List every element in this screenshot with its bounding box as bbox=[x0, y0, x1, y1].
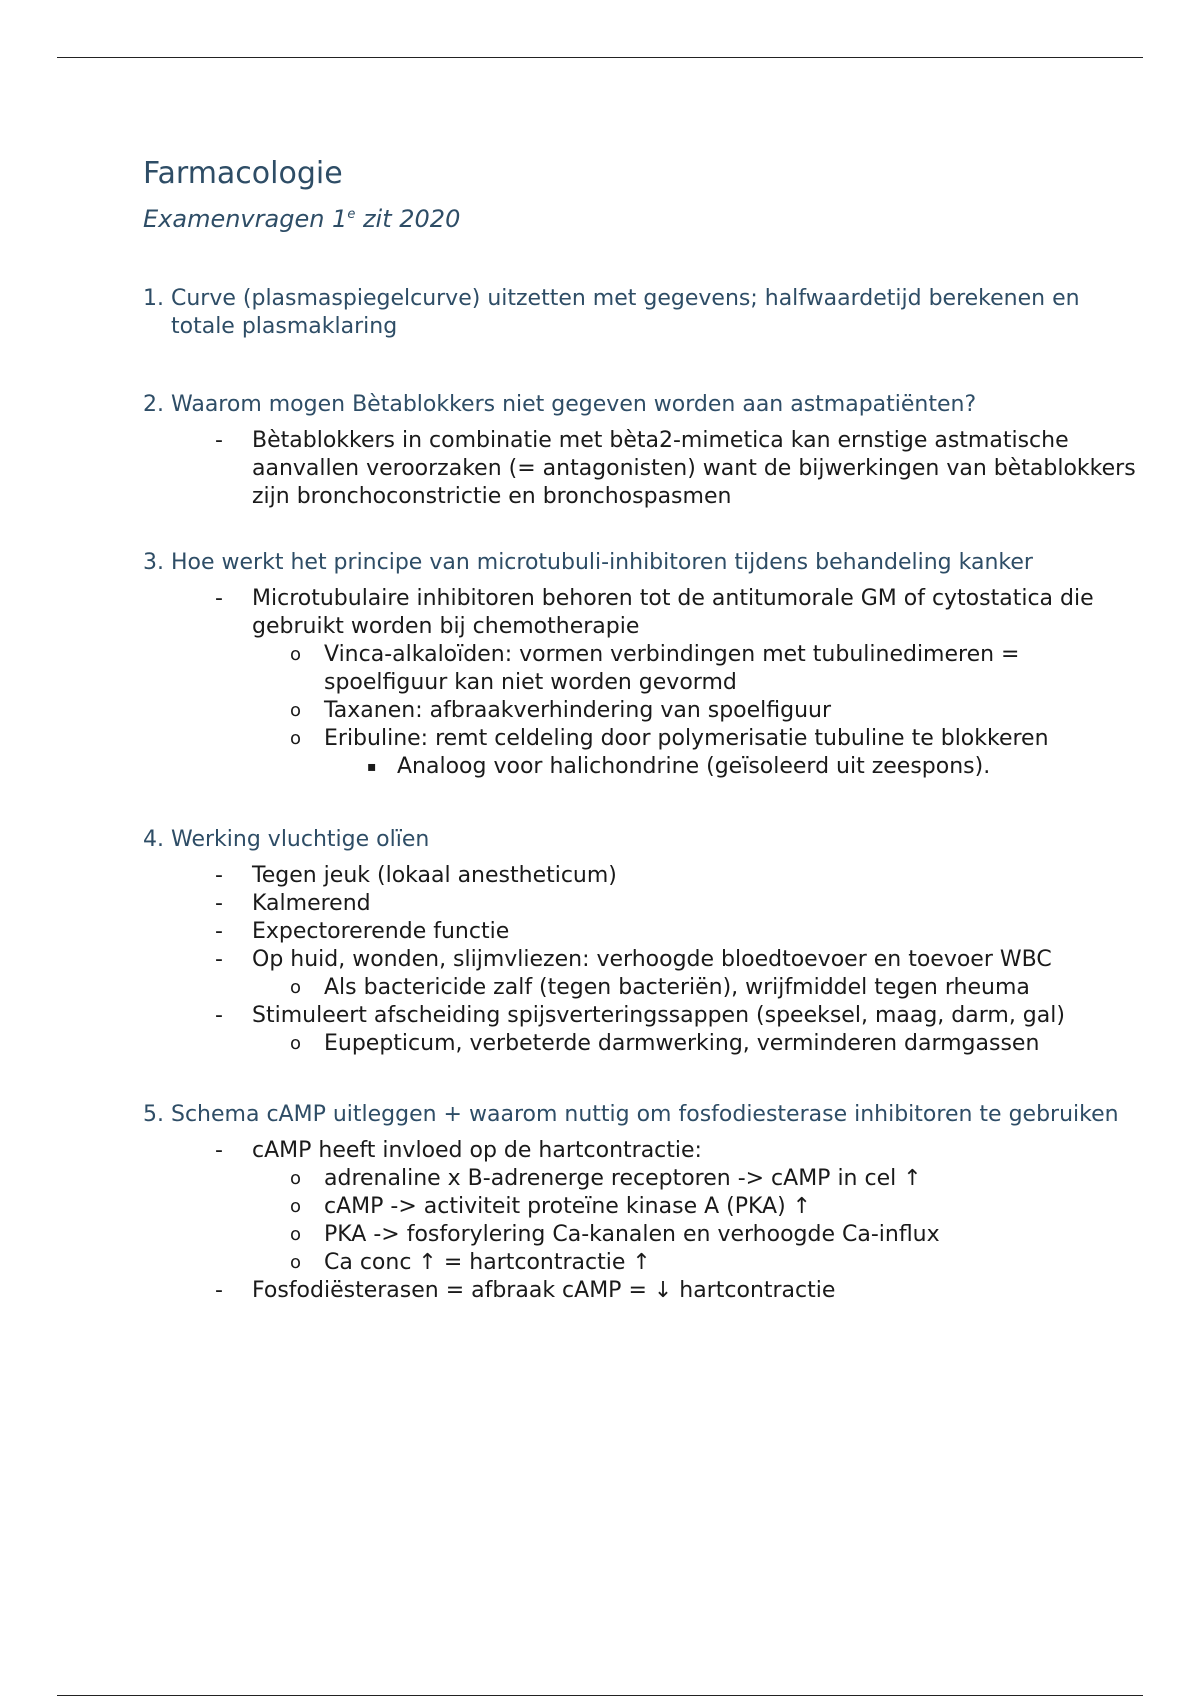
list-item bbox=[143, 1277, 1143, 1305]
sub-list bbox=[143, 1030, 1143, 1058]
list-item-text: Microtubulaire inhibitoren behoren tot de antitumorale GM of cytostatica die gebruikt worden bij chemotherapie bbox=[252, 586, 1094, 639]
question-number: 1. bbox=[143, 286, 164, 311]
question-5 bbox=[143, 1101, 1143, 1305]
dash-marker: - bbox=[215, 586, 223, 611]
dash-marker: - bbox=[215, 428, 223, 453]
circle-marker: o bbox=[290, 1196, 302, 1217]
dash-marker: - bbox=[215, 1138, 223, 1163]
subtitle-suffix: zit 2020 bbox=[355, 205, 461, 233]
question-heading bbox=[143, 549, 1143, 577]
sub-list-item-text: Taxanen: afbraakverhindering van spoelfiguur bbox=[324, 698, 832, 723]
list-item bbox=[143, 946, 1143, 1002]
dash-marker: - bbox=[215, 1278, 223, 1303]
sub-list-item-text: PKA -> fosforylering Ca-kanalen en verhoogde Ca-influx bbox=[324, 1222, 940, 1247]
question-4 bbox=[143, 826, 1143, 1058]
sub-list-item bbox=[252, 974, 1143, 1002]
document-subtitle bbox=[143, 204, 1143, 234]
subtitle-superscript: e bbox=[347, 207, 356, 222]
circle-marker: o bbox=[290, 1224, 302, 1245]
circle-marker: o bbox=[290, 1033, 302, 1054]
list-item-text: cAMP heeft invloed op de hartcontractie: bbox=[252, 1138, 702, 1163]
list-item bbox=[143, 918, 1143, 946]
question-heading bbox=[143, 1101, 1143, 1129]
question-heading bbox=[143, 391, 1143, 419]
list-item-text: Op huid, wonden, slijmvliezen: verhoogde bloedtoevoer en toevoer WBC bbox=[252, 947, 1052, 972]
circle-marker: o bbox=[290, 1168, 302, 1189]
answer-list bbox=[143, 1137, 1143, 1305]
list-item-text: Fosfodiësterasen = afbraak cAMP = ↓ hartcontractie bbox=[252, 1278, 836, 1303]
answer-list bbox=[143, 427, 1143, 511]
sub-list bbox=[143, 641, 1143, 781]
bottom-rule bbox=[57, 1695, 1143, 1696]
circle-marker: o bbox=[290, 977, 302, 998]
sub-list-item-text: cAMP -> activiteit proteïne kinase A (PKA) ↑ bbox=[324, 1194, 812, 1219]
subtitle-prefix: Examenvragen 1 bbox=[143, 205, 348, 233]
list-item-text: Stimuleert afscheiding spijsverteringssappen (speeksel, maag, darm, gal) bbox=[252, 1003, 1065, 1028]
sub-sub-list-item-text: Analoog voor halichondrine (geïsoleerd uit zeespons). bbox=[397, 754, 991, 779]
sub-sub-list bbox=[252, 753, 1143, 781]
sub-sub-list-item bbox=[252, 753, 1143, 781]
list-item-text: Tegen jeuk (lokaal anestheticum) bbox=[252, 863, 617, 888]
question-text: Schema cAMP uitleggen + waarom nuttig om fosfodiesterase inhibitoren te gebruiken bbox=[171, 1102, 1119, 1127]
sub-list-item bbox=[252, 1193, 1143, 1221]
question-2 bbox=[143, 391, 1143, 511]
sub-list-item-text: Eribuline: remt celdeling door polymerisatie tubuline te blokkeren bbox=[324, 726, 1049, 751]
question-text: Hoe werkt het principe van microtubuli-inhibitoren tijdens behandeling kanker bbox=[171, 550, 1033, 575]
question-3 bbox=[143, 549, 1143, 781]
question-text: Waarom mogen Bètablokkers niet gegeven worden aan astmapatiënten? bbox=[171, 392, 977, 417]
list-item bbox=[143, 1002, 1143, 1058]
sub-list-item bbox=[252, 1030, 1143, 1058]
square-marker: ▪ bbox=[367, 759, 377, 775]
circle-marker: o bbox=[290, 728, 302, 749]
list-item-text: Kalmerend bbox=[252, 891, 371, 916]
question-heading bbox=[143, 826, 1143, 854]
sub-list-item bbox=[252, 1165, 1143, 1193]
circle-marker: o bbox=[290, 644, 302, 665]
list-item bbox=[143, 890, 1143, 918]
question-number: 5. bbox=[143, 1102, 164, 1127]
list-item bbox=[143, 427, 1143, 511]
circle-marker: o bbox=[290, 1252, 302, 1273]
list-item bbox=[143, 585, 1143, 781]
sub-list-item bbox=[252, 1249, 1143, 1277]
sub-list-item bbox=[252, 641, 1143, 697]
question-text: Curve (plasmaspiegelcurve) uitzetten met gegevens; halfwaardetijd berekenen en totale plasmaklaring bbox=[171, 286, 1080, 339]
question-number: 4. bbox=[143, 827, 164, 852]
circle-marker: o bbox=[290, 700, 302, 721]
list-item-text: Bètablokkers in combinatie met bèta2-mimetica kan ernstige astmatische aanvallen veroorzaken (= antagonisten) want de bijwerkingen van bètablokkers zijn bronchoconstrictie en bronchospasmen bbox=[252, 428, 1136, 509]
dash-marker: - bbox=[215, 919, 223, 944]
sub-list-item-text: Eupepticum, verbeterde darmwerking, verminderen darmgassen bbox=[324, 1031, 1040, 1056]
list-item bbox=[143, 1137, 1143, 1277]
sub-list-item-text: Ca conc ↑ = hartcontractie ↑ bbox=[324, 1250, 651, 1275]
sub-list-item bbox=[252, 725, 1143, 781]
dash-marker: - bbox=[215, 891, 223, 916]
sub-list-item-text: Als bactericide zalf (tegen bacteriën), wrijfmiddel tegen rheuma bbox=[324, 975, 1030, 1000]
sub-list-item bbox=[252, 1221, 1143, 1249]
answer-list bbox=[143, 585, 1143, 781]
sub-list bbox=[143, 974, 1143, 1002]
list-item bbox=[143, 862, 1143, 890]
document-body bbox=[143, 154, 1143, 1305]
question-heading bbox=[143, 285, 1143, 341]
sub-list-item-text: Vinca-alkaloïden: vormen verbindingen met tubulinedimeren = spoelfiguur kan niet worden gevormd bbox=[324, 642, 1020, 695]
answer-list bbox=[143, 862, 1143, 1058]
dash-marker: - bbox=[215, 947, 223, 972]
list-item-text: Expectorerende functie bbox=[252, 919, 510, 944]
question-number: 3. bbox=[143, 550, 164, 575]
sub-list-item-text: adrenaline x B-adrenerge receptoren -> cAMP in cel ↑ bbox=[324, 1166, 922, 1191]
question-number: 2. bbox=[143, 392, 164, 417]
dash-marker: - bbox=[215, 863, 223, 888]
top-rule bbox=[57, 57, 1143, 58]
sub-list-item bbox=[252, 697, 1143, 725]
dash-marker: - bbox=[215, 1003, 223, 1028]
question-1 bbox=[143, 285, 1143, 341]
document-title: Farmacologie bbox=[143, 156, 343, 191]
sub-list bbox=[143, 1165, 1143, 1277]
question-text: Werking vluchtige olïen bbox=[171, 827, 430, 852]
